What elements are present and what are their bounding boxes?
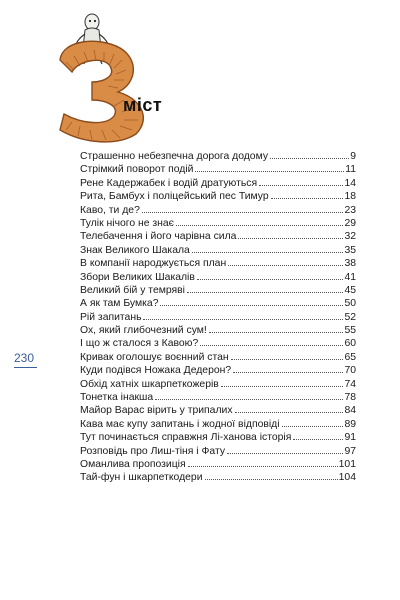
toc-dot-leader: [270, 158, 349, 159]
toc-entry: [80, 230, 356, 243]
toc-entry: [80, 364, 356, 377]
toc-entry: [80, 244, 356, 257]
toc-entry: [80, 150, 356, 163]
toc-dot-leader: [155, 399, 343, 400]
toc-entry-page: 38: [344, 258, 356, 270]
toc-dot-leader: [221, 386, 344, 387]
toc-entry: [80, 284, 356, 297]
toc-entry-page: 60: [344, 338, 356, 350]
toc-entry-page: 18: [344, 191, 356, 203]
page-title: міст: [123, 95, 163, 115]
toc-entry-page: 11: [345, 164, 356, 176]
toc-entry-title: Стрімкий поворот подій: [80, 164, 194, 176]
toc-entry-title: Тут починається справжня Лі-ханова історія: [80, 432, 292, 444]
toc-entry-page: 84: [344, 405, 356, 417]
toc-dot-leader: [235, 412, 344, 413]
toc-entry-page: 45: [344, 284, 356, 296]
toc-entry: [80, 297, 356, 310]
toc-entry: [80, 378, 356, 391]
toc-entry: [80, 190, 356, 203]
toc-entry: [80, 177, 356, 190]
toc-entry: [80, 445, 356, 458]
toc-entry-title: Обхід хатніх шкарпеткожерів: [80, 378, 219, 390]
toc-entry-page: 91: [344, 432, 356, 444]
toc-entry-title: Збори Великих Шакалів: [80, 271, 195, 283]
toc-dot-leader: [282, 426, 344, 427]
toc-dot-leader: [227, 453, 343, 454]
toc-dot-leader: [197, 279, 344, 280]
toc-entry-page: 41: [344, 271, 356, 283]
toc-entry-page: 89: [344, 418, 356, 430]
toc-entry: [80, 311, 356, 324]
toc-entry-page: 78: [344, 392, 356, 404]
toc-entry-page: 29: [344, 217, 356, 229]
toc-entry: [80, 217, 356, 230]
toc-entry: [80, 257, 356, 270]
toc-dot-leader: [192, 252, 344, 253]
toc-dot-leader: [259, 185, 343, 186]
toc-entry-title: Рене Кадержабек і водій дратуються: [80, 177, 258, 189]
toc-dot-leader: [231, 359, 344, 360]
toc-entry: [80, 391, 356, 404]
toc-entry-page: 70: [344, 365, 356, 377]
toc-entry: [80, 163, 356, 176]
toc-entry: [80, 351, 356, 364]
toc-entry: [80, 471, 356, 484]
toc-entry-title: Майор Варас вірить у трипалих: [80, 405, 233, 417]
toc-entry: [80, 458, 356, 471]
toc-entry-title: Ох, який глибочезний сум!: [80, 325, 207, 337]
toc-entry: [80, 271, 356, 284]
toc-entry-title: Великий бій у темряві: [80, 284, 185, 296]
toc-entry-title: Каво, ти де?: [80, 204, 140, 216]
toc-entry: [80, 204, 356, 217]
toc-entry-title: Рита, Бамбух і поліцейський пес Тимур: [80, 191, 269, 203]
toc-dot-leader: [293, 439, 343, 440]
toc-entry-title: Тай-фун і шкарпеткодери: [80, 472, 203, 484]
table-of-contents: [80, 150, 356, 485]
toc-entry-title: Тонетка інакша: [80, 392, 154, 404]
toc-dot-leader: [188, 466, 338, 467]
toc-entry-title: А як там Бумка?: [80, 298, 159, 310]
toc-dot-leader: [233, 372, 343, 373]
toc-dot-leader: [195, 171, 344, 172]
page-number: 230: [14, 351, 35, 365]
toc-entry-title: Кривак оголошує воєнний стан: [80, 351, 229, 363]
toc-entry-page: 65: [344, 351, 356, 363]
toc-dot-leader: [142, 212, 344, 213]
toc-entry: [80, 404, 356, 417]
toc-entry-page: 101: [338, 458, 356, 470]
toc-entry-page: 74: [344, 378, 356, 390]
toc-dot-leader: [238, 238, 343, 239]
toc-entry-page: 23: [344, 204, 356, 216]
toc-dot-leader: [187, 292, 343, 293]
toc-dot-leader: [160, 305, 343, 306]
toc-entry-title: Рій запитань: [80, 311, 142, 323]
toc-entry-title: В компанії народжується план: [80, 258, 227, 270]
toc-entry-page: 14: [344, 177, 356, 189]
toc-entry-title: Страшенно небезпечна дорога додому: [80, 151, 269, 162]
toc-entry-page: 52: [344, 311, 356, 323]
toc-dot-leader: [228, 265, 343, 266]
sock-number-three-illustration: [44, 6, 184, 144]
toc-entry-page: 35: [344, 244, 356, 256]
page-number-rule: [14, 367, 37, 368]
toc-entry-page: 9: [350, 151, 356, 162]
toc-dot-leader: [271, 198, 344, 199]
toc-entry-page: 32: [344, 231, 356, 243]
toc-dot-leader: [209, 332, 344, 333]
toc-dot-leader: [200, 345, 343, 346]
knitted-three-shape: [60, 41, 143, 142]
toc-entry-title: Розповідь про Лиш-тіня і Фату: [80, 445, 226, 457]
toc-entry-page: 50: [344, 298, 356, 310]
toc-entry-title: Куди подівся Ножака Дедерон?: [80, 365, 232, 377]
toc-entry: [80, 337, 356, 350]
toc-dot-leader: [205, 479, 338, 480]
toc-dot-leader: [143, 319, 343, 320]
toc-entry-title: І що ж сталося з Кавою?: [80, 338, 199, 350]
toc-entry-title: Телебачення і його чарівна сила: [80, 231, 237, 243]
toc-entry-title: Знак Великого Шакала: [80, 244, 190, 256]
toc-entry: [80, 431, 356, 444]
toc-entry-title: Кава має купу запитань і жодної відповіді: [80, 418, 280, 430]
toc-dot-leader: [176, 225, 343, 226]
toc-entry-page: 55: [344, 325, 356, 337]
toc-entry-page: 104: [338, 472, 356, 484]
toc-entry: [80, 418, 356, 431]
toc-entry-page: 97: [344, 445, 356, 457]
toc-entry-title: Тулік нічого не знає: [80, 217, 174, 229]
toc-entry: [80, 324, 356, 337]
toc-entry-title: Оманлива пропозиція: [80, 458, 186, 470]
